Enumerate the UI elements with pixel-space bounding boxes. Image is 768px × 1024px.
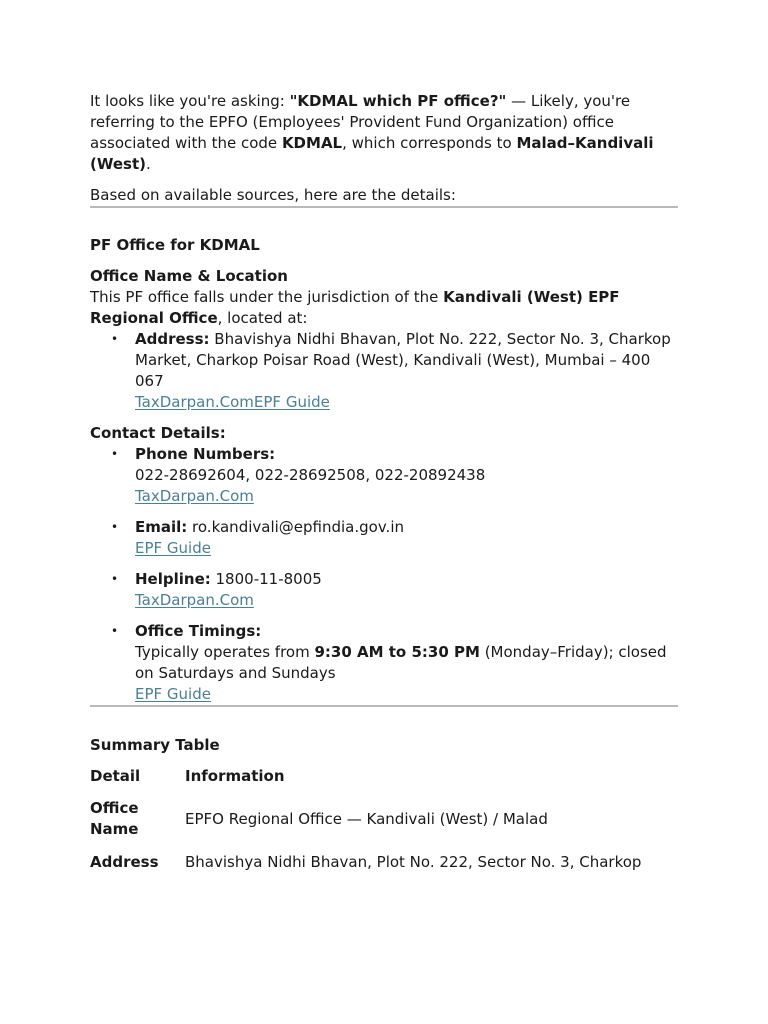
sources-note: Based on available sources, here are the details: — [90, 186, 456, 204]
email-label: Email: — [135, 518, 188, 536]
section-heading-contact: Contact Details: — [90, 424, 226, 442]
table-header-row — [90, 766, 641, 798]
source-link-phone[interactable]: TaxDarpan.Com — [135, 487, 254, 505]
jurisdiction-text: This PF office falls under the jurisdiction of the — [90, 288, 444, 306]
phone-label: Phone Numbers: — [135, 445, 276, 463]
bullet-icon: • — [111, 572, 119, 586]
divider — [90, 206, 678, 208]
email-value: ro.kandivali@epfindia.gov.in — [187, 518, 404, 536]
list-item-helpline — [90, 569, 678, 611]
subheading-office-location: Office Name & Location — [90, 267, 288, 285]
table-cell-information: EPFO Regional Office — Kandivali (West) / Malad — [185, 809, 548, 828]
helpline-value: 1800-11-8005 — [210, 570, 322, 588]
table-cell-detail: Address — [90, 853, 159, 871]
regional-office-name: Kandivali (West) EPF Regional Office — [90, 288, 620, 327]
list-item-timings — [90, 621, 678, 705]
divider — [90, 705, 678, 707]
source-link-timings[interactable]: EPF Guide — [135, 685, 211, 703]
jurisdiction-paragraph — [90, 287, 678, 329]
section-heading-office: PF Office for KDMAL — [90, 236, 260, 254]
list-item-address — [90, 329, 678, 413]
bullet-icon: • — [111, 624, 119, 638]
intro-text: — Likely, you're referring to the EPFO (Employees' Provident Fund Organization) office associated with the code — [90, 92, 631, 152]
contact-list — [90, 444, 678, 705]
intro-text: , which corresponds to — [342, 134, 517, 152]
office-code: KDMAL — [281, 134, 343, 152]
phone-value: 022-28692604, 022-28692508, 022-20892438 — [135, 466, 486, 484]
table-row — [90, 852, 641, 873]
table-cell-information: Bhavishya Nidhi Bhavan, Plot No. 222, Sector No. 3, Charkop — [185, 853, 642, 871]
address-value: Bhavishya Nidhi Bhavan, Plot No. 222, Sector No. 3, Charkop Market, Charkop Poisar Road (West), Kandivali (West), Mumbai – 400 067 — [135, 330, 671, 390]
intro-paragraph — [90, 91, 678, 175]
timings-text: Typically operates from — [135, 643, 315, 661]
intro-text: It looks like you're asking: — [90, 92, 290, 110]
bullet-icon: • — [111, 520, 119, 534]
timings-label: Office Timings: — [135, 622, 262, 640]
source-link-helpline[interactable]: TaxDarpan.Com — [135, 591, 254, 609]
jurisdiction-text: , located at: — [217, 309, 308, 327]
summary-table — [90, 766, 641, 873]
table-row — [90, 798, 641, 852]
query-text: "KDMAL which PF office?" — [289, 92, 507, 110]
list-item-email — [90, 517, 678, 559]
column-header-detail: Detail — [90, 767, 141, 785]
section-heading-summary: Summary Table — [90, 736, 220, 754]
timings-hours: 9:30 AM to 5:30 PM — [314, 643, 480, 661]
address-list — [90, 329, 678, 413]
source-link-address[interactable]: TaxDarpan.ComEPF Guide — [135, 393, 330, 411]
table-cell-detail: Office Name — [90, 799, 139, 838]
intro-text: . — [146, 155, 151, 173]
helpline-label: Helpline: — [135, 570, 211, 588]
area-name: Malad–Kandivali (West) — [90, 134, 654, 173]
bullet-icon: • — [111, 447, 119, 461]
list-item-phone — [90, 444, 678, 507]
answer-content — [90, 90, 678, 873]
address-label: Address: — [135, 330, 210, 348]
column-header-information: Information — [185, 767, 285, 785]
source-link-email[interactable]: EPF Guide — [135, 539, 211, 557]
timings-text: (Monday–Friday); closed on Saturdays and Sundays — [135, 643, 667, 682]
bullet-icon: • — [111, 332, 119, 346]
